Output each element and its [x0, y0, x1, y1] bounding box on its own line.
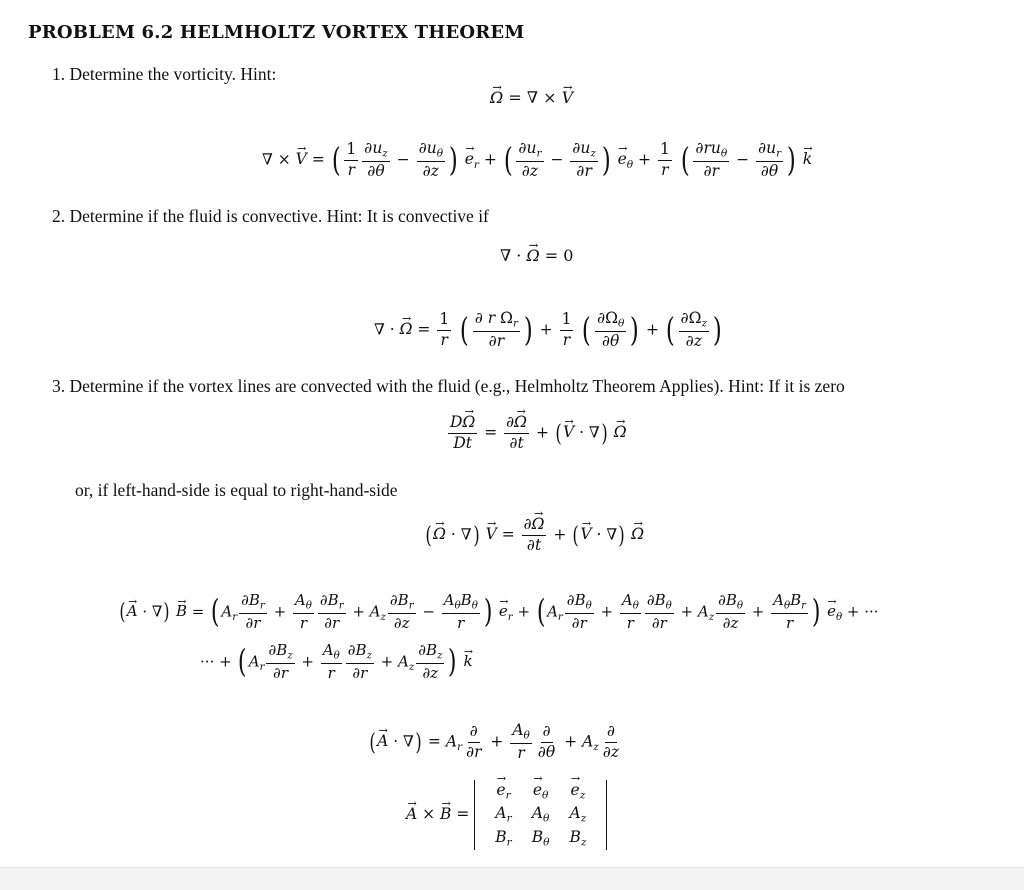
divergence-expansion: ∇ · → Ω = $\frac{1}{r}$ ( $\frac{\partial r \Omega_r}{\partial r}$ ) + $\frac{1}{r}$ ( $\frac{\partial\Omega_\theta}{\partial\theta}$ ) + ( $\frac{\partial\Omega_z}{\partial z}$ ): [374, 310, 724, 351]
vorticity-definition: → Ω = ∇ × → V: [490, 88, 573, 107]
item-1-text: 1. Determine the vorticity. Hint:: [52, 64, 277, 84]
a-dot-grad-operator: (→ A · ∇) = $A_r$ $\frac{\partial}{\partial r}$ + $\frac{A_\theta}{r}$ $\frac{\partial}{\partial\theta}$ + $A_z$ $\frac{\partial}{\partial z}$: [368, 722, 623, 763]
a-dot-grad-b-line-1: (→ A · ∇) → B = ( $A_r$ $\frac{\partial B_r}{\partial r}$ + $\frac{A_\theta}{r}$ $\frac{\partial B_r}{\partial r}$ + $A_z$ $\frac{\partial B_r}{\partial z}$ − $\frac{A_\theta B_\theta}{r}$ ) → $e_r$ + ( $A_r$ $\frac{\partial B_\theta}{\partial r}$ + $\frac{A_\theta}{r}$ $\frac{\partial B_\theta}{\partial r}$ + $A_z$ $\frac{\partial B_\theta}{\partial z}$ + $\frac{A_\theta B_r}{r}$ ) → $e_\theta$ + ···: [118, 592, 879, 633]
determinant-matrix: → $e_r$ → $e_\theta$ → $e_z$ $A_r$ $A_\theta$ $A_z$ $B_r$ $B_\theta$ $B_z$: [474, 780, 607, 850]
material-derivative: $\frac{D\to \Omega}{Dt}$ = $\frac{\partial\to \Omega}{\partial t}$ + (→ V · ∇) → Ω: [446, 414, 627, 453]
vortex-stretching-equation: (→ Ω · ∇) → V = $\frac{\partial\to \Omega}{\partial t}$ + (→ V · ∇) → Ω: [424, 516, 644, 555]
bottom-strip: [0, 867, 1024, 890]
item-3-text: 3. Determine if the vortex lines are convected with the fluid (e.g., Helmholtz Theorem Applies). Hint: If it is zero: [52, 376, 845, 396]
cross-product-determinant: → A × → B = → $e_r$ → $e_\theta$ → $e_z$ $A_r$ $A_\theta$ $A_z$ $B_r$ $B_\theta$ $B_z$: [406, 780, 607, 850]
divergence-zero: ∇ · → Ω = 0: [500, 246, 573, 265]
problem-title: PROBLEM 6.2 HELMHOLTZ VORTEX THEOREM: [28, 22, 525, 43]
or-line-text: or, if left-hand-side is equal to right-hand-side: [75, 480, 398, 500]
a-dot-grad-b-line-2: ··· + ( $A_r$ $\frac{\partial B_z}{\partial r}$ + $\frac{A_\theta}{r}$ $\frac{\partial B_z}{\partial r}$ + $A_z$ $\frac{\partial B_z}{\partial z}$ ) → k: [200, 642, 473, 683]
curl-expansion: ∇ × → V = ( $\frac{1}{r}$ $\frac{\partial u_z}{\partial\theta}$ − $\frac{\partial u_\theta}{\partial z}$ ) → $e_r$ + ( $\frac{\partial u_r}{\partial z}$ − $\frac{\partial u_z}{\partial r}$ ) → $e_\theta$ + $\frac{1}{r}$ ( $\frac{\partial ru_\theta}{\partial r}$ − $\frac{\partial u_r}{\partial\theta}$ ) → k: [262, 140, 812, 181]
item-2-text: 2. Determine if the fluid is convective. Hint: It is convective if: [52, 206, 489, 226]
